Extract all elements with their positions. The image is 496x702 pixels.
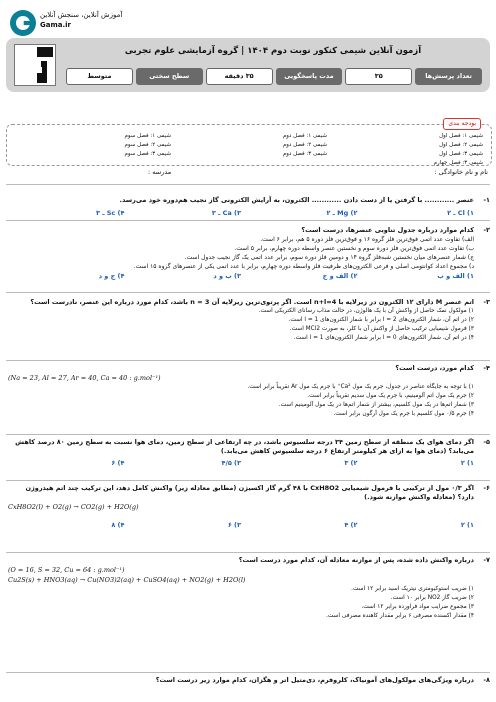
- duration-label: مدت پاسخگویی: [276, 68, 343, 85]
- question-1: [8, 196, 488, 218]
- reaction-equation: Cu2S(s) + HNO3(aq) → Cu(NO3)2(aq) + CuSO4(aq) + NO2(g) + H2O(l): [8, 576, 246, 584]
- option-4[interactable]: ۴) ۶: [111, 459, 125, 467]
- question-number: -۲: [483, 226, 490, 234]
- student-name-label: نام و نام خانوادگی :: [434, 168, 488, 176]
- topics-badge: بودجه بندی: [443, 118, 481, 130]
- exam-title: آزمون آنلاین شیمی کنکور نوبت دوم ۱۴۰۴ | گروه آزمایشی علوم تجربی: [124, 46, 422, 56]
- option-4[interactable]: ۴) مقدار اکسنده مصرفی ۶ برابر مقدار کاهنده مصرفی است.: [326, 613, 474, 619]
- divider: [6, 292, 490, 293]
- divider: [6, 552, 490, 553]
- duration-value: ۳۵ دقیقه: [206, 68, 273, 85]
- reaction-equation: CxH8O2(l) + O2(g) → CO2(g) + H2O(g): [8, 503, 139, 511]
- option-3[interactable]: ۳) ۴/۵: [221, 459, 241, 467]
- statement-d: د) مجموع اعداد کوانتومی اصلی و فرعی الکترون‌های ظرفیت فلز واسطه دوره چهارم، برابر با عدد اتمی یکی از عنصرهای گروه ۱۵ است.: [133, 263, 474, 270]
- molar-mass-data: (O = 16, S = 32, Cu = 64 : g.mol⁻¹): [8, 566, 125, 574]
- option-4[interactable]: ۴) در اتم آن، شمار الکترون‌های l = 0 برابر شمار الکترون‌های l = 1 است.: [293, 335, 474, 341]
- school-label: مدرسه :: [148, 168, 172, 176]
- option-3[interactable]: ۳) ۶: [227, 521, 241, 529]
- question-number: -۸: [483, 676, 490, 684]
- student-info-row: [8, 168, 488, 176]
- option-1[interactable]: ۱) ضریب استوکیومتری نیتریک اسید برابر ۱۲ است.: [351, 586, 474, 592]
- option-3[interactable]: ۳) Ca ـ ۳: [211, 209, 241, 217]
- question-number: -۴: [483, 364, 490, 372]
- question-8: [8, 676, 488, 685]
- option-3[interactable]: ۳) فرمول شیمیایی ترکیب حاصل از واکنش آن با کلر، به صورت MCl2 است.: [289, 326, 474, 332]
- option-3[interactable]: ۳) ب و د: [213, 272, 241, 280]
- option-1[interactable]: ۱) Cl ـ ۲: [447, 209, 474, 217]
- brand-slogan: آموزش آنلاین، سنجش آنلاین: [40, 11, 123, 19]
- question-text: اگر ۰/۳ مول از ترکیبی با فرمول شیمیایی CxH8O2 با ۴۸ گرم گاز اکسیژن (مطابق معادله زیر) واکنش کامل دهد، این ترکیب چند اتم هیدروژن دارد؟ (معادله واکنش موازنه شود.): [25, 484, 474, 501]
- divider: [6, 220, 490, 221]
- statement-a: الف) تفاوت عدد اتمی فوق‌ترین فلز گروه ۱۶ و فوق‌ترین فلز دوره ۵ هم، برابر ۶ است.: [260, 236, 474, 243]
- question-text: درباره ویژگی‌های مولکول‌های آمونیاک، کلروفرم، دی‌متیل اتر و هگزان، کدام موارد زیر درست است؟: [155, 676, 474, 684]
- topic-item: شیمی ۳: فصل چهارم: [433, 160, 483, 166]
- divider: [6, 480, 490, 481]
- question-text: اگر دمای هوای یک منطقه از سطح زمین ۳۴ درجه سلسیوس باشد، در چه ارتفاعی از سطح زمین، دمای هوا نسبت به سطح زمین ۸۰ درصد کاهش می‌یابد؟ (دمای هوا به ازای هر کیلومتر ارتفاع ۶ درجه سلسیوس کاهش می‌یابد.): [15, 438, 474, 455]
- option-4[interactable]: ۴) جرم ۰/۵ مول کلسیم با جرم یک مول آرگون برابر است.: [333, 411, 474, 417]
- difficulty-value: متوسط: [66, 68, 133, 85]
- question-text: کدام موارد درباره جدول تناوبی عنصرها، درست است؟: [301, 226, 474, 234]
- option-1[interactable]: ۱) ۲: [460, 459, 474, 467]
- option-4[interactable]: ۴) Sc ـ ۳: [96, 209, 125, 217]
- statement-b: ب) تفاوت عدد اتمی فوق‌ترین فلز دوره سوم و نخستین عنصر واسطه دوره چهارم، برابر ۵ است.: [234, 245, 474, 252]
- question-5: [8, 438, 488, 468]
- brand-domain: Gama.ir: [40, 21, 71, 29]
- option-1[interactable]: ۱) الف و ب: [437, 272, 474, 280]
- option-3[interactable]: ۳) شمار اتم‌ها در یک مول کلسیم، بیشتر از شمار اتم‌ها در یک مول آلومینیم است.: [278, 402, 474, 408]
- question-text: عنصر ............ با گرفتن یا از دست دادن ............ الکترون، به آرایش الکترونی گاز نجیب هم‌دوره خود می‌رسد.: [119, 196, 474, 204]
- question-text: درباره واکنش داده شده، پس از موازنه معادله آن، کدام مورد درست است؟: [238, 556, 474, 564]
- question-3: [8, 298, 488, 343]
- question-7: [8, 556, 488, 621]
- molar-mass-data: (Na = 23, Al = 27, Ar = 40, Ca = 40 : g.mol⁻¹): [8, 374, 161, 382]
- question-count-label: تعداد پرسش‌ها: [415, 68, 482, 85]
- options-row: [8, 458, 474, 468]
- question-6: [8, 484, 488, 530]
- options-row: [8, 271, 474, 281]
- topic-item: شیمی ۱: فصل دوم: [282, 133, 327, 139]
- divider: [6, 184, 490, 185]
- options-row: [8, 520, 474, 530]
- option-2[interactable]: ۲) الف و ج: [322, 272, 358, 280]
- topic-item: شیمی ۳: فصل دوم: [282, 151, 327, 157]
- exam-info-row: [66, 68, 482, 85]
- topic-item: شیمی ۱: فصل سوم: [124, 133, 171, 139]
- topic-item: شیمی ۳: فصل سوم: [124, 151, 171, 157]
- options-row: [8, 208, 474, 218]
- question-number: -۳: [483, 298, 490, 306]
- question-number: -۷: [483, 556, 490, 564]
- question-number: -۶: [483, 484, 490, 492]
- topic-item: شیمی ۲: فصل اول: [439, 142, 483, 148]
- option-2[interactable]: ۲) ضریب گاز NO2 برابر ۱۰ است.: [390, 595, 474, 601]
- question-text: اتم عنصر M دارای ۱۲ الکترون در زیرلایه با n+l=4 است. اگر پرتوی‌ترین زیرلایه آن n = 3 باشد، کدام مورد درباره این عنصر، نادرست است؟: [30, 298, 474, 306]
- option-4[interactable]: ۴) ج و د: [98, 272, 125, 280]
- option-2[interactable]: ۲) ۳: [344, 459, 358, 467]
- gama-logo-icon: [10, 10, 36, 36]
- question-count-value: ۳۵: [345, 68, 412, 85]
- option-2[interactable]: ۲) Mg ـ ۲: [326, 209, 358, 217]
- option-1[interactable]: ۱) مولکول نمک حاصل از واکنش آن با یک هالوژن، در حالت مذاب رسانای الکتریکی است.: [258, 308, 474, 314]
- option-3[interactable]: ۳) مجموع ضرایب مواد فراورده برابر ۱۲ است.: [361, 604, 474, 610]
- option-1[interactable]: ۱) ۲: [460, 521, 474, 529]
- option-2[interactable]: ۲) جرم یک مول اتم آلومینیم، با جرم یک مول سدیم تقریباً برابر است.: [307, 393, 474, 399]
- qr-code-icon: [14, 44, 56, 86]
- question-2: [8, 226, 488, 281]
- brand: [10, 8, 180, 38]
- option-1[interactable]: ۱) با توجه به جایگاه عناصر در جدول، جرم یک مول Ca²⁺ با جرم یک مول Ar تقریباً برابر است.: [247, 384, 474, 390]
- question-number: -۱: [483, 196, 490, 204]
- divider: [6, 672, 490, 673]
- divider: [6, 434, 490, 435]
- topic-item: شیمی ۱: فصل اول: [439, 133, 483, 139]
- option-2[interactable]: ۲) در اتم آن، شمار الکترون‌های l = 2 برابر با شمار الکترون‌های l = 1 است.: [288, 317, 474, 323]
- option-2[interactable]: ۲) ۴: [344, 521, 358, 529]
- difficulty-label: سطح سختی: [136, 68, 203, 85]
- statement-c: ج) شمار عنصرهای میان نخستین شبه‌فلز گروه ۱۴ و دومین فلز دوره سوم، برابر عدد اتمی یک گاز نجیب جدول است.: [184, 254, 474, 261]
- question-text: کدام مورد، درست است؟: [395, 364, 474, 372]
- topic-item: شیمی ۲: فصل سوم: [124, 142, 171, 148]
- question-4: [8, 364, 488, 419]
- option-4[interactable]: ۴) ۸: [111, 521, 125, 529]
- exam-header: [6, 38, 490, 92]
- question-number: -۵: [483, 438, 490, 446]
- divider: [6, 360, 490, 361]
- topic-item: شیمی ۲: فصل دوم: [282, 142, 327, 148]
- topics-box: [6, 120, 492, 166]
- topic-item: شیمی ۳: فصل اول: [439, 151, 483, 157]
